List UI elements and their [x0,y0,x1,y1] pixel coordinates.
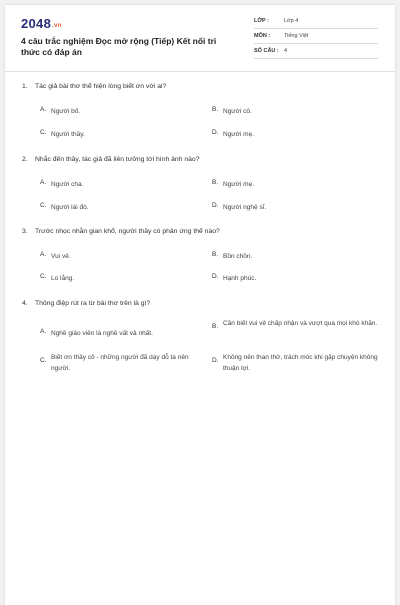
option-text: Bồn chồn. [223,253,253,260]
meta-subject [254,31,378,44]
option-letter: D. [212,273,219,280]
question-text: Trước nhọc nhằn gian khổ, người thầy có phản ứng thế nào? [35,228,220,235]
option-text: Người thầy. [51,131,85,138]
question-text: Thông điệp rút ra từ bài thơ trên là gì? [35,300,151,307]
question-1 [22,83,166,90]
option-text: Người mẹ. [223,131,255,138]
question-number: 2. [22,156,28,163]
option-letter: A. [40,179,47,186]
question-number: 3. [22,228,28,235]
option-letter: C. [40,273,47,280]
document-header [5,5,395,72]
meta-question-count [254,46,378,59]
option-letter: C. [40,129,47,136]
option-letter: D. [212,202,219,209]
question-text: Nhắc đến thầy, tác giả đã liên tưởng tới hình ảnh nào? [35,156,200,163]
question-3 [22,228,220,235]
option-text: Người nghệ sĩ. [223,204,267,211]
option-text: Nghề giáo viên là nghề vất vả nhất. [51,330,153,337]
option-letter: A. [40,251,47,258]
question-4 [22,300,150,307]
option-letter: B. [212,179,219,186]
option-text: Người cha. [51,181,84,188]
meta-label: LỚP : [254,18,269,24]
document-page [5,5,395,605]
meta-value: Lớp 4 [284,18,299,24]
question-number: 4. [22,300,28,307]
meta-grade [254,16,378,29]
question-2 [22,156,200,163]
option-text: Không nên than thở, trách móc khi gặp chuyện không thuận lợi. [223,354,378,372]
document-title: 4 câu trắc nghiệm Đọc mở rộng (Tiếp) Kết nối tri thức có đáp án [21,36,217,57]
option-text: Hạnh phúc. [223,275,257,282]
meta-label: SỐ CÂU : [254,48,279,54]
option-text: Lo lắng. [51,275,75,282]
option-letter: B. [212,323,219,330]
option-letter: A. [40,106,47,113]
option-text: Người cô. [223,108,252,115]
option-letter: D. [212,357,219,364]
option-letter: B. [212,251,219,258]
option-text: Vui vẻ. [51,253,71,260]
meta-value: 4 [284,48,288,54]
site-logo[interactable] [21,16,62,31]
option-letter: D. [212,129,219,136]
option-text: Người mẹ. [223,181,255,188]
option-text: Người bố. [51,108,81,115]
meta-value: Tiếng Việt [284,33,309,39]
question-text: Tác giả bài thơ thể hiện lòng biết ơn với ai? [35,83,167,90]
option-text: Người lái đò. [51,204,89,211]
logo-text: 2048 [21,16,52,31]
option-letter: B. [212,106,219,113]
question-number: 1. [22,83,28,90]
option-letter: A. [40,328,47,335]
logo-tld: .vn [52,23,62,29]
option-text: Cần biết vui vẻ chấp nhận và vượt qua mọi khó khăn. [223,320,378,327]
option-text: Biết ơn thầy cô - những người đã dạy dỗ ta nên người. [51,354,189,372]
option-letter: C. [40,357,47,364]
option-letter: C. [40,202,47,209]
meta-label: MÔN : [254,33,271,39]
